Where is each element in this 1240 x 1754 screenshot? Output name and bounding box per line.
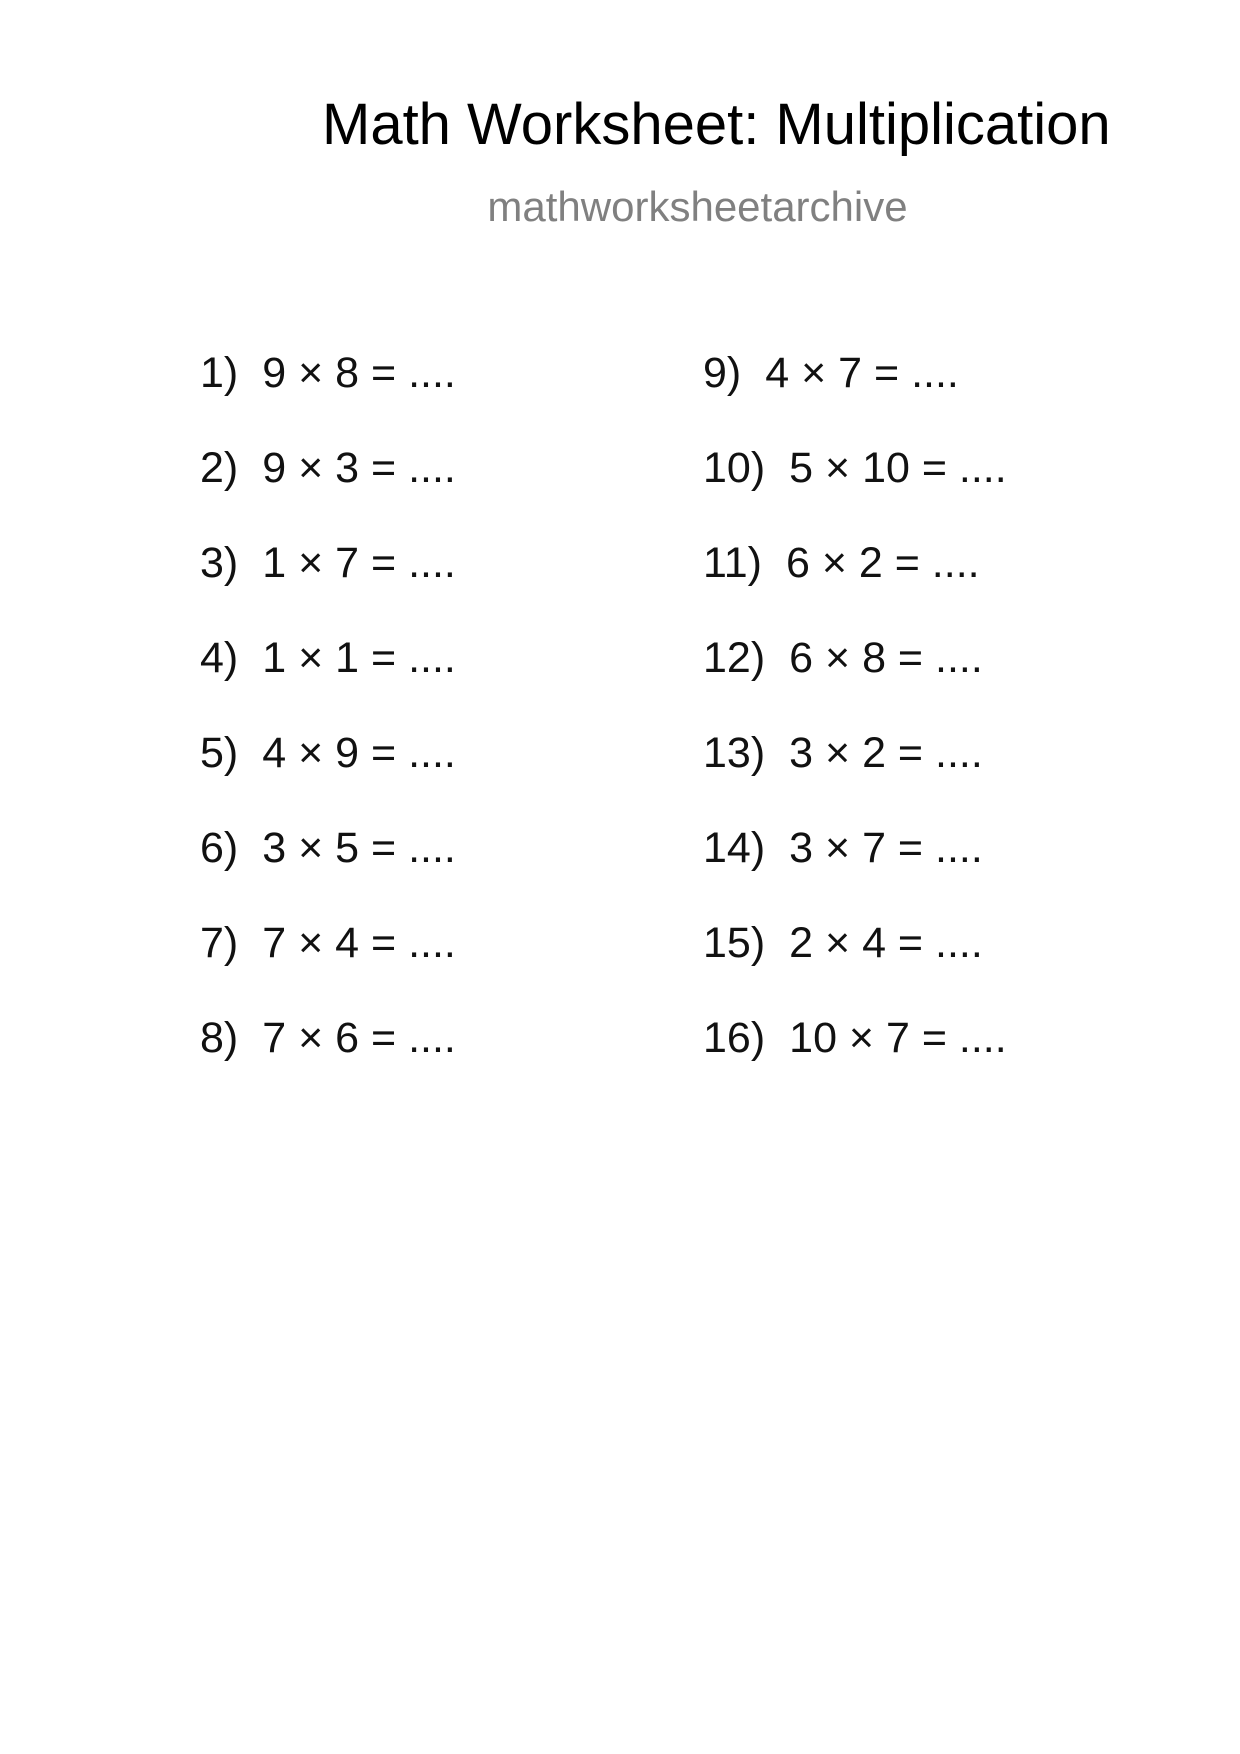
problem-number: 8) xyxy=(200,1014,239,1062)
problem-6 xyxy=(200,824,456,922)
problem-expression: 2 × 4 = .... xyxy=(789,919,983,967)
problem-2 xyxy=(200,444,456,542)
problem-number: 3) xyxy=(200,539,239,587)
problem-column-right xyxy=(703,349,1007,1112)
problem-expression: 6 × 8 = .... xyxy=(789,634,983,682)
problem-expression: 7 × 6 = .... xyxy=(262,1014,456,1062)
problem-expression: 1 × 7 = .... xyxy=(262,539,456,587)
problem-13 xyxy=(703,729,1007,827)
problem-8 xyxy=(200,1014,456,1112)
problem-11 xyxy=(703,539,1007,637)
problem-expression: 4 × 9 = .... xyxy=(262,729,456,777)
problem-expression: 3 × 2 = .... xyxy=(789,729,983,777)
problem-number: 4) xyxy=(200,634,239,682)
problem-expression: 9 × 8 = .... xyxy=(262,349,456,397)
problem-number: 5) xyxy=(200,729,239,777)
problem-15 xyxy=(703,919,1007,1017)
problem-expression: 5 × 10 = .... xyxy=(789,444,1007,492)
problem-expression: 6 × 2 = .... xyxy=(785,539,980,587)
problem-expression: 3 × 5 = .... xyxy=(262,824,456,872)
problem-expression: 1 × 1 = .... xyxy=(262,634,456,682)
problem-1 xyxy=(200,349,456,447)
problem-number: 11) xyxy=(703,539,762,587)
problem-number: 9) xyxy=(703,349,742,397)
problem-number: 12) xyxy=(703,634,766,682)
worksheet-title: Math Worksheet: Multiplication xyxy=(322,92,1111,157)
problem-expression: 3 × 7 = .... xyxy=(789,824,983,872)
problem-16 xyxy=(703,1014,1007,1112)
problem-expression: 10 × 7 = .... xyxy=(789,1014,1007,1062)
problem-number: 15) xyxy=(703,919,766,967)
problem-9 xyxy=(703,349,1007,447)
problem-7 xyxy=(200,919,456,1017)
problem-12 xyxy=(703,634,1007,732)
problem-number: 16) xyxy=(703,1014,766,1062)
problem-number: 2) xyxy=(200,444,239,492)
problem-number: 7) xyxy=(200,919,239,967)
problem-expression: 4 × 7 = .... xyxy=(765,349,959,397)
problem-number: 14) xyxy=(703,824,766,872)
problem-number: 13) xyxy=(703,729,766,777)
worksheet-subtitle: mathworksheetarchive xyxy=(487,183,908,230)
problem-4 xyxy=(200,634,456,732)
problem-number: 6) xyxy=(200,824,239,872)
problem-expression: 9 × 3 = .... xyxy=(262,444,456,492)
problem-14 xyxy=(703,824,1007,922)
problem-number: 1) xyxy=(200,349,239,397)
problem-5 xyxy=(200,729,456,827)
problem-number: 10) xyxy=(703,444,766,492)
problem-3 xyxy=(200,539,456,637)
problem-column-left xyxy=(200,349,456,1112)
problem-expression: 7 × 4 = .... xyxy=(262,919,456,967)
problem-10 xyxy=(703,444,1007,542)
